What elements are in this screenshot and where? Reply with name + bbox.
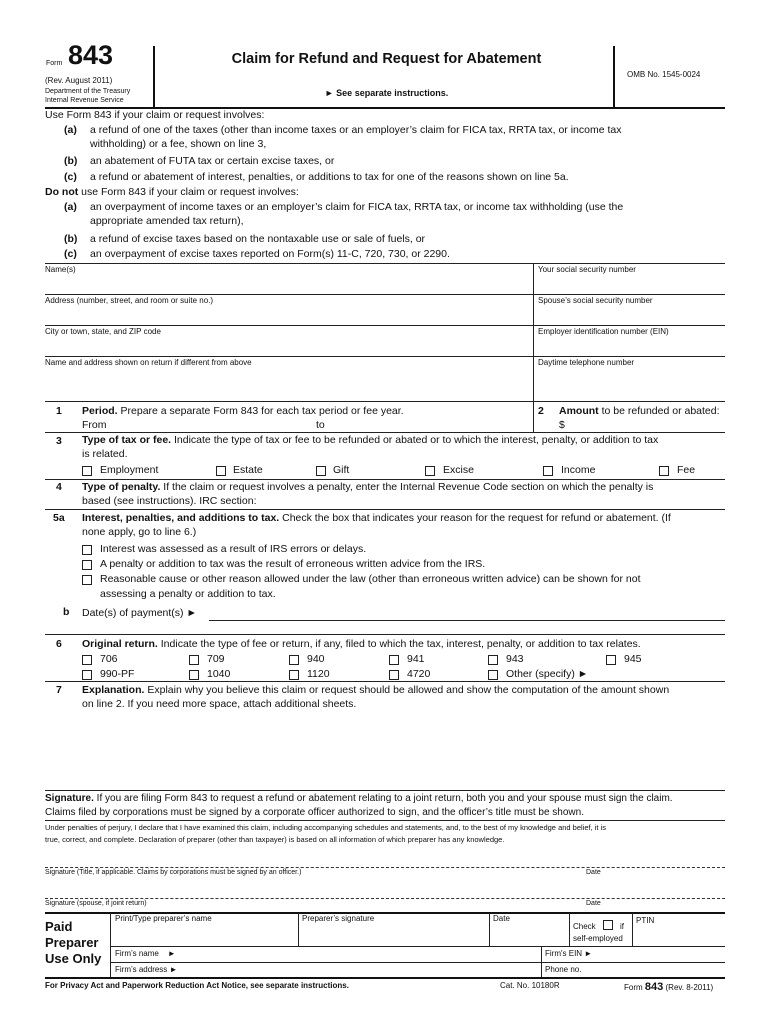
line5a-text-cont: none apply, go to line 6.) <box>82 526 197 538</box>
form-940-label: 940 <box>307 653 325 665</box>
line3-text: Type of tax or fee. Indicate the type of tax or fee to be refunded or abated or to which the interest, penalty, or addition to tax <box>82 434 659 446</box>
excise-label: Excise <box>443 464 474 476</box>
dn-b-label: (b) <box>64 233 78 245</box>
form-title: Claim for Refund and Request for Abatement <box>231 51 542 67</box>
line5b-number: b <box>63 606 70 618</box>
dn-a-text-cont: appropriate amended tax return), <box>90 215 244 227</box>
fee-label: Fee <box>677 464 696 476</box>
check-label: Check <box>573 922 596 931</box>
spouse-signature-label: Signature (spouse, if joint return) <box>45 900 147 907</box>
preparer-label: Preparer <box>45 935 99 950</box>
firm-ein-label: Firm's EIN ► <box>545 949 593 958</box>
employment-label: Employment <box>100 464 159 476</box>
spouse-signature-field[interactable] <box>45 884 575 898</box>
ssn-label: Your social security number <box>538 265 636 274</box>
preparer-signature-field[interactable] <box>300 924 487 944</box>
line4-text-cont: based (see instructions). IRC section: <box>82 495 257 507</box>
dn-a-text: an overpayment of income taxes or an employer’s claim for FICA tax, RRTA tax, or income tax withholding (use the <box>90 201 624 213</box>
form-945-checkbox[interactable] <box>606 655 616 665</box>
catalog-number: Cat. No. 10180R <box>500 981 560 990</box>
form-940-checkbox[interactable] <box>289 655 299 665</box>
line5a-number: 5a <box>53 512 65 524</box>
ptin-label: PTIN <box>636 916 655 925</box>
form-number: 843 <box>68 40 114 70</box>
date-label-2: Date <box>586 900 601 907</box>
ein-field[interactable] <box>535 336 725 355</box>
form-1040-label: 1040 <box>207 668 231 680</box>
reasonable-cause-label-cont: assessing a penalty or addition to tax. <box>100 588 276 600</box>
payment-dates-label: Date(s) of payment(s) ► <box>82 607 197 619</box>
use-a-label: (a) <box>64 124 77 136</box>
alt-name-field[interactable] <box>45 368 531 400</box>
form-941-label: 941 <box>407 653 425 665</box>
form-709-checkbox[interactable] <box>189 655 199 665</box>
form-945-label: 945 <box>624 653 642 665</box>
form-943-checkbox[interactable] <box>488 655 498 665</box>
estate-label: Estate <box>233 464 263 476</box>
department: Department of the Treasury <box>45 88 131 95</box>
use-b-text: an abatement of FUTA tax or certain excise taxes, or <box>90 155 335 167</box>
use-c-label: (c) <box>64 171 77 183</box>
line1-number: 1 <box>56 405 62 417</box>
self-employed-checkbox[interactable] <box>603 920 613 930</box>
city-field[interactable] <box>45 336 531 355</box>
reasonable-cause-label: Reasonable cause or other reason allowed under the law (other than erroneous written advice) can be shown for not <box>100 573 641 585</box>
line1-text: Period. Prepare a separate Form 843 for each tax period or fee year. <box>82 405 404 417</box>
alt-name-label: Name and address shown on return if different from above <box>45 358 252 367</box>
form-990pf-checkbox[interactable] <box>82 670 92 680</box>
income-label: Income <box>561 464 596 476</box>
firm-address-label: Firm’s address ► <box>115 965 178 974</box>
estate-checkbox[interactable] <box>216 466 226 476</box>
taxpayer-date-field[interactable] <box>586 852 723 866</box>
omb-number: OMB No. 1545-0024 <box>627 70 701 79</box>
form-706-checkbox[interactable] <box>82 655 92 665</box>
preparer-name-field[interactable] <box>113 924 296 944</box>
dn-c-label: (c) <box>64 248 77 260</box>
form-706-label: 706 <box>100 653 118 665</box>
firm-name-label: Firm’s name ► <box>115 949 176 958</box>
line1-to-label: to <box>316 419 325 431</box>
ptin-field[interactable] <box>634 926 724 944</box>
irc-section-field[interactable] <box>272 494 722 508</box>
line3-number: 3 <box>56 435 62 447</box>
if-label: if <box>620 922 624 931</box>
firm-name-field[interactable] <box>190 948 538 961</box>
signature-title-label: Signature (Title, if applicable. Claims by corporations must be signed by an officer.) <box>45 869 302 876</box>
footer-form-id: Form 843 (Rev. 8-2011) <box>624 981 714 993</box>
use-a-text: a refund of one of the taxes (other than income taxes or an employer’s claim for FICA tax, RRTA tax, or income tax <box>90 124 622 136</box>
reasonable-cause-checkbox[interactable] <box>82 575 92 585</box>
period-from-field[interactable] <box>112 417 312 431</box>
dn-a-label: (a) <box>64 201 77 213</box>
ssn-field[interactable] <box>535 274 725 293</box>
fee-checkbox[interactable] <box>659 466 669 476</box>
preparer-signature-label: Preparer’s signature <box>302 914 375 923</box>
see-instructions: ► See separate instructions. <box>324 88 449 98</box>
phone-no-label: Phone no. <box>545 965 582 974</box>
names-label: Name(s) <box>45 265 76 274</box>
preparer-phone-field[interactable] <box>588 964 723 977</box>
form-4720-label: 4720 <box>407 668 431 680</box>
line6-text: Original return. Indicate the type of fee or return, if any, filed to which the tax, interest, penalty, or addition to tax relates. <box>82 638 641 650</box>
dn-b-text: a refund of excise taxes based on the nontaxable use or sale of fuels, or <box>90 233 426 245</box>
payment-dates-field[interactable] <box>209 606 723 620</box>
excise-checkbox[interactable] <box>425 466 435 476</box>
firm-ein-field[interactable] <box>603 948 723 961</box>
irs-errors-checkbox[interactable] <box>82 545 92 555</box>
form-label: Form <box>46 60 63 67</box>
phone-field[interactable] <box>535 368 725 400</box>
line1-from-label: From <box>82 419 107 431</box>
gift-label: Gift <box>333 464 350 476</box>
use-form-intro: Use Form 843 if your claim or request involves: <box>45 109 265 121</box>
spouse-ssn-label: Spouse’s social security number <box>538 296 653 305</box>
use-b-label: (b) <box>64 155 78 167</box>
phone-label: Daytime telephone number <box>538 358 635 367</box>
do-not-use-intro: Do not use Form 843 if your claim or request involves: <box>45 186 299 198</box>
line2-number: 2 <box>538 405 544 417</box>
use-a-text-cont: withholding) or a fee, shown on line 3, <box>90 138 267 150</box>
form-4720-checkbox[interactable] <box>389 670 399 680</box>
form-1120-label: 1120 <box>307 668 330 680</box>
other-form-field[interactable] <box>592 667 723 681</box>
taxpayer-signature-field[interactable] <box>45 852 575 866</box>
firm-address-field[interactable] <box>190 964 538 977</box>
irs-errors-label: Interest was assessed as a result of IRS errors or delays. <box>100 543 367 555</box>
city-label: City or town, state, and ZIP code <box>45 327 161 336</box>
use-c-text: a refund or abatement of interest, penalties, or additions to tax for one of the reasons shown on line 5a. <box>90 171 569 183</box>
date-label-1: Date <box>586 869 601 876</box>
form-990pf-label: 990-PF <box>100 668 135 680</box>
revision-date: (Rev. August 2011) <box>45 76 113 85</box>
signature-instructions: Signature. If you are filing Form 843 to request a refund or abatement relating to a joint return, both you and your spouse must sign the claim. <box>45 793 673 804</box>
line7-number: 7 <box>56 684 62 696</box>
form-709-label: 709 <box>207 653 225 665</box>
line2-text: Amount to be refunded or abated: <box>559 405 720 417</box>
line5a-text: Interest, penalties, and additions to tax. Check the box that indicates your reason for the request for refund or abatement. (If <box>82 512 671 524</box>
erroneous-advice-checkbox[interactable] <box>82 560 92 570</box>
privacy-notice: For Privacy Act and Paperwork Reduction Act Notice, see separate instructions. <box>45 981 349 990</box>
other-form-label: Other (specify) ► <box>506 668 589 680</box>
paid-label: Paid <box>45 919 73 934</box>
line6-number: 6 <box>56 638 62 650</box>
names-field[interactable] <box>45 274 531 293</box>
other-form-checkbox[interactable] <box>488 670 498 680</box>
perjury-statement-cont: true, correct, and complete. Declaration of preparer (other than taxpayer) is based on all information of which preparer has any knowledge. <box>45 835 505 844</box>
line4-number: 4 <box>56 481 62 493</box>
preparer-date-field[interactable] <box>491 924 567 944</box>
use-only-label: Use Only <box>45 951 102 966</box>
self-employed-label: self-employed <box>573 934 623 943</box>
income-checkbox[interactable] <box>543 466 553 476</box>
explanation-textarea[interactable] <box>45 714 725 788</box>
form-941-checkbox[interactable] <box>389 655 399 665</box>
print-name-label: Print/Type preparer’s name <box>115 914 212 923</box>
line2-dollar: $ <box>559 419 565 431</box>
line7-text-cont: on line 2. If you need more space, attach additional sheets. <box>82 698 357 710</box>
address-field[interactable] <box>45 305 531 324</box>
amount-field[interactable] <box>568 417 723 431</box>
line3-text-cont: is related. <box>82 448 128 460</box>
form-943-label: 943 <box>506 653 524 665</box>
perjury-statement: Under penalties of perjury, I declare that I have examined this claim, including accompanying schedules and statements, and, to the best of my knowledge and belief, it is <box>45 823 607 832</box>
form-1120-checkbox[interactable] <box>289 670 299 680</box>
dn-c-text: an overpayment of excise taxes reported on Form(s) 11-C, 720, 730, or 2290. <box>90 248 450 260</box>
line7-text: Explanation. Explain why you believe this claim or request should be allowed and show the computation of the amount shown <box>82 684 670 696</box>
form-1040-checkbox[interactable] <box>189 670 199 680</box>
address-label: Address (number, street, and room or suite no.) <box>45 296 214 305</box>
gift-checkbox[interactable] <box>316 466 326 476</box>
line4-text: Type of penalty. If the claim or request involves a penalty, enter the Internal Revenue Code section on which the penalty is <box>82 481 654 493</box>
ein-label: Employer identification number (EIN) <box>538 327 669 336</box>
employment-checkbox[interactable] <box>82 466 92 476</box>
preparer-date-label: Date <box>493 914 510 923</box>
erroneous-advice-label: A penalty or addition to tax was the result of erroneous written advice from the IRS. <box>100 558 486 570</box>
signature-instructions-cont: Claims filed by corporations must be signed by a corporate officer authorized to sign, and the officer’s title must be shown. <box>45 807 584 818</box>
spouse-ssn-field[interactable] <box>535 305 725 324</box>
spouse-date-field[interactable] <box>586 884 723 898</box>
period-to-field[interactable] <box>330 417 530 431</box>
agency: Internal Revenue Service <box>45 97 124 104</box>
